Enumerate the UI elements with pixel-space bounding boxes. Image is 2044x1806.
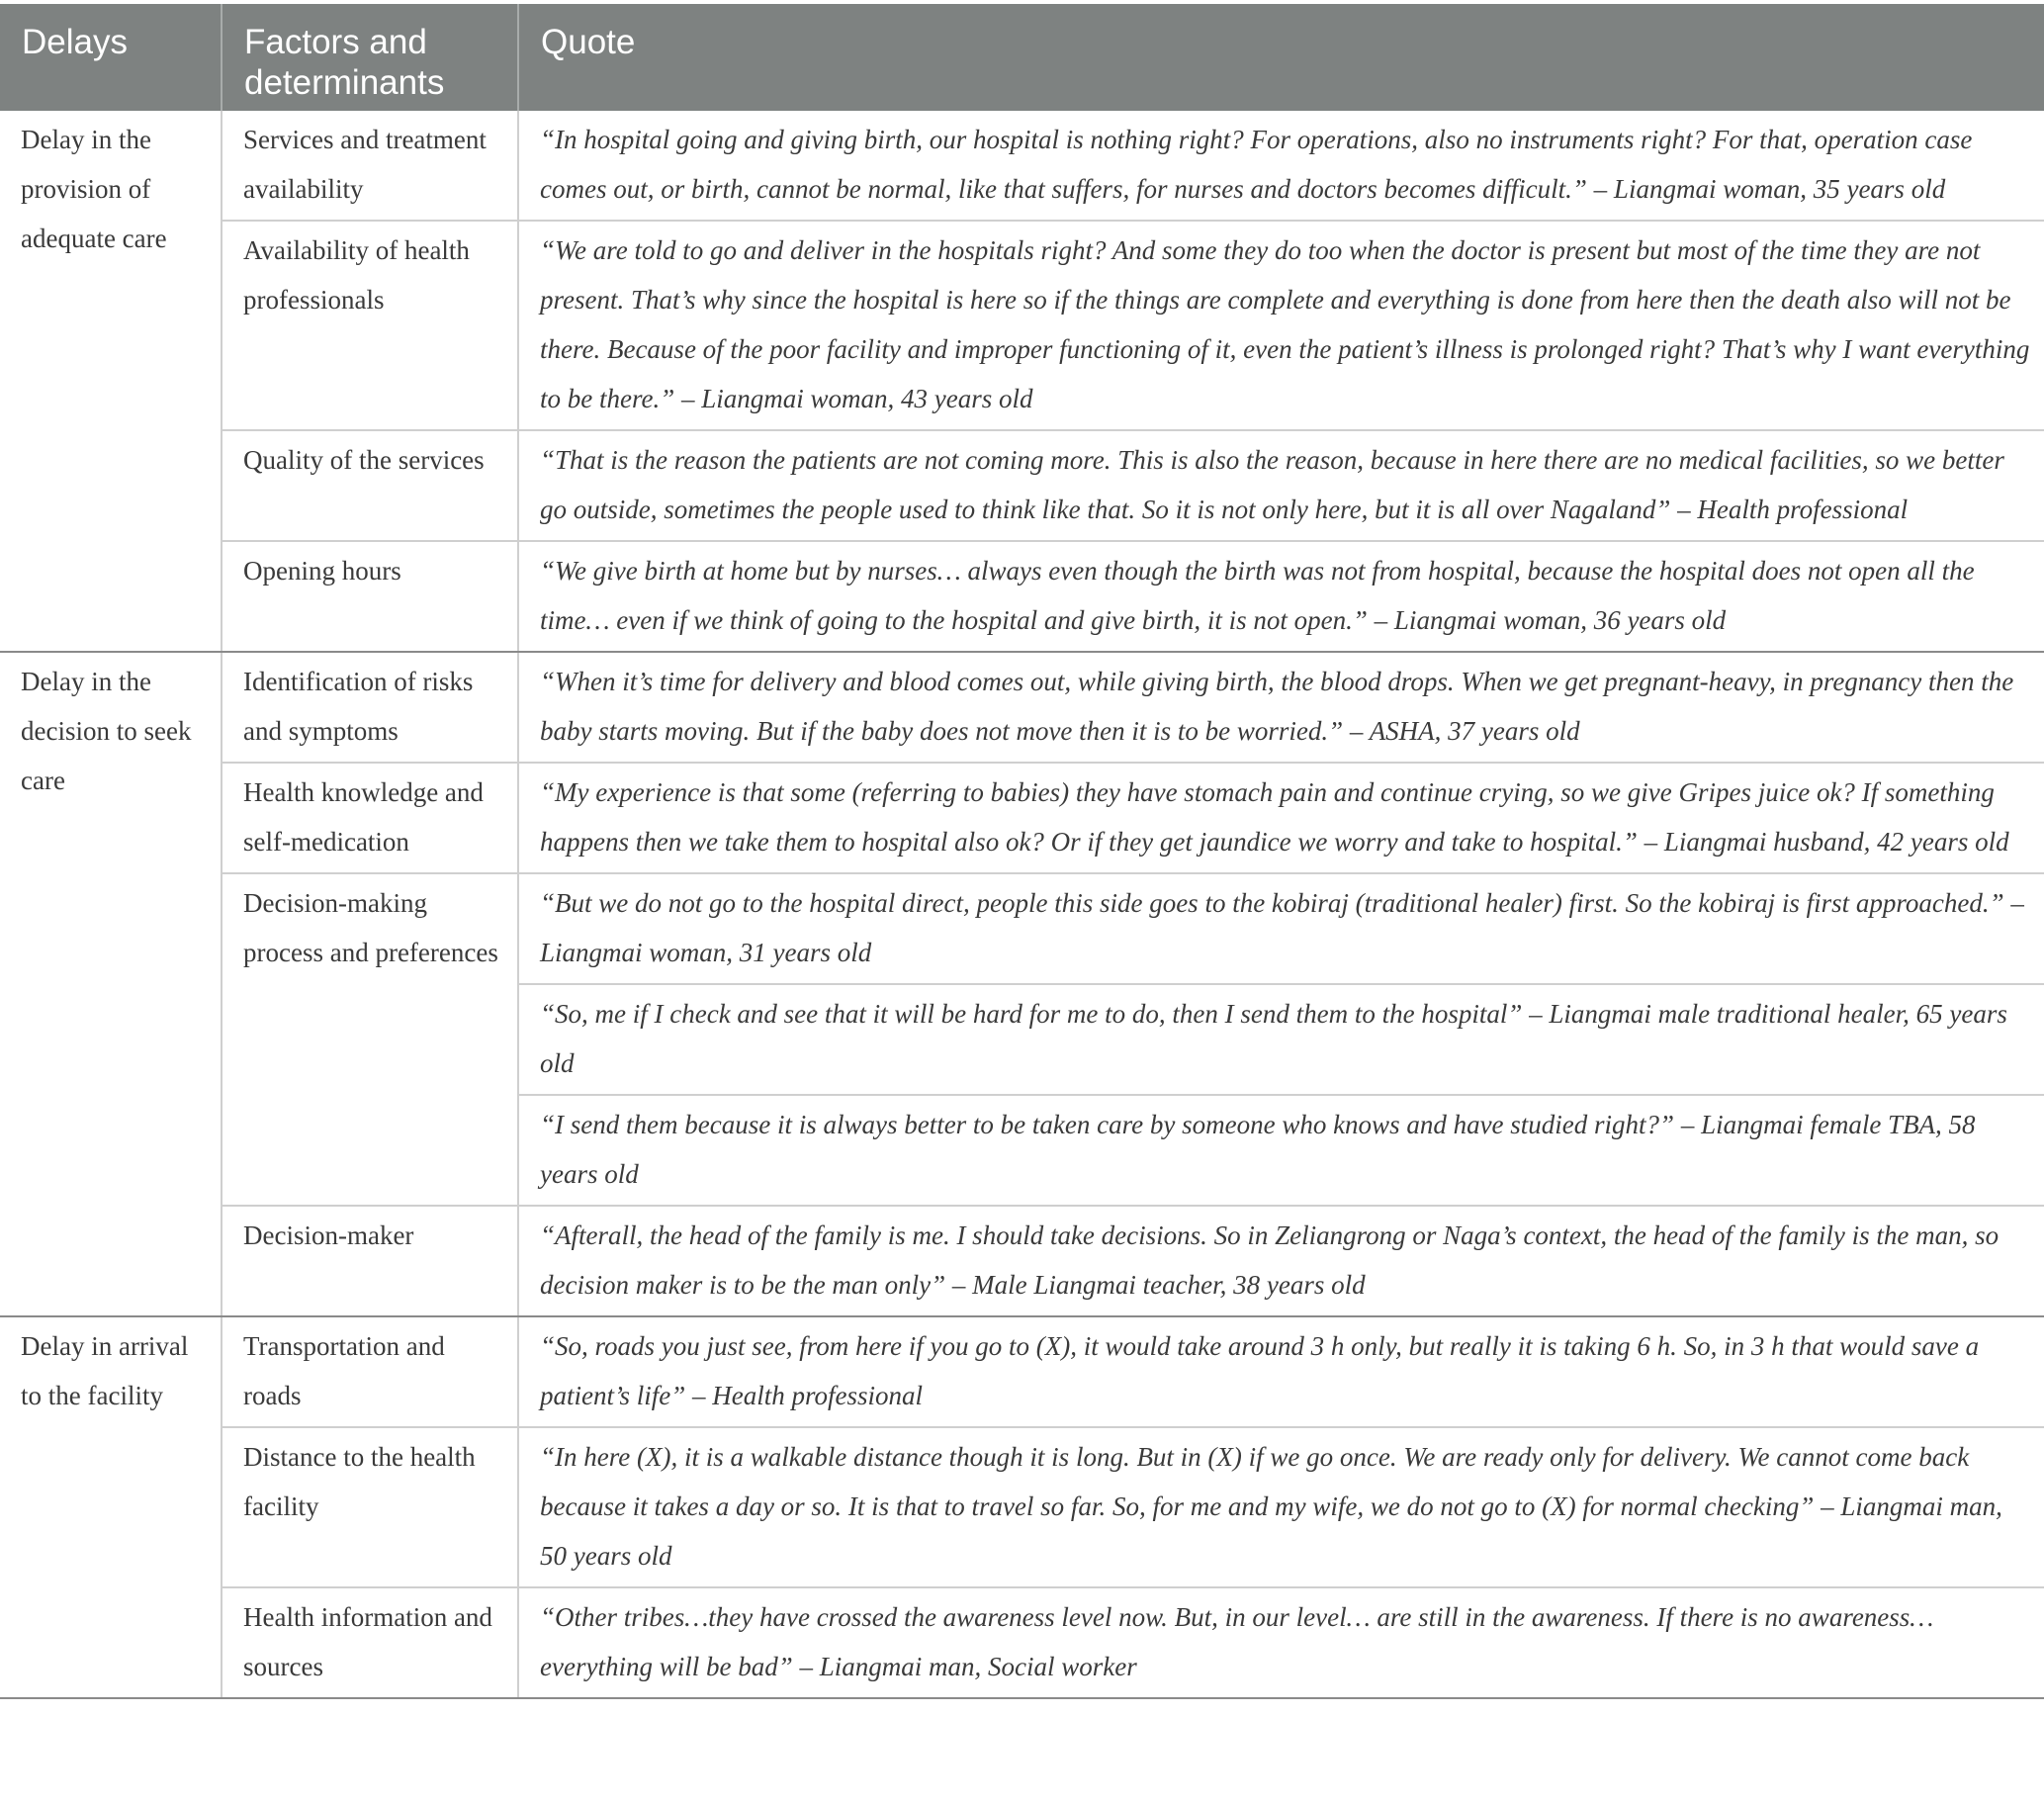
table-row — [0, 541, 2044, 652]
delay-cell: Delay in arrival to the facility — [0, 1316, 222, 1698]
factor-cell: Availability of health professionals — [222, 221, 518, 430]
quote-cell: “In hospital going and giving birth, our hospital is nothing right? For operations, also no instruments right? For that, operation case comes out, or birth, cannot be normal, like that suffers, for nurses and doctors becomes difficult.” – Liangmai woman, 35 years old — [518, 111, 2044, 221]
quote-cell: “We give birth at home but by nurses… always even though the birth was not from hospital, because the hospital does not open all the time… even if we think of going to the hospital and give birth, it is not open.” – Liangmai woman, 36 years old — [518, 541, 2044, 652]
factor-cell: Opening hours — [222, 541, 518, 652]
quote-cell: “So, me if I check and see that it will be hard for me to do, then I send them to the hospital” – Liangmai male traditional healer, 65 years old — [518, 984, 2044, 1095]
quote-cell: “In here (X), it is a walkable distance though it is long. But in (X) if we go once. We are ready only for delivery. We cannot come back because it takes a day or so. It is that to travel so far. So, for me and my wife, we do not go to (X) for normal checking” – Liangmai man, 50 years old — [518, 1427, 2044, 1587]
factor-cell: Quality of the services — [222, 430, 518, 541]
table-body — [0, 111, 2044, 1698]
factor-cell: Decision-making process and preferences — [222, 873, 518, 1206]
factor-cell: Identification of risks and symptoms — [222, 652, 518, 763]
table-row — [0, 652, 2044, 763]
factor-cell: Health knowledge and self-medication — [222, 763, 518, 873]
quote-cell: “Other tribes…they have crossed the awareness level now. But, in our level… are still in the awareness. If there is no awareness… everything will be bad” – Liangmai man, Social worker — [518, 1587, 2044, 1698]
quote-cell: “I send them because it is always better to be taken care by someone who knows and have studied right?” – Liangmai female TBA, 58 years old — [518, 1095, 2044, 1206]
quote-cell: “My experience is that some (referring to babies) they have stomach pain and continue crying, so we give Gripes juice ok? If something happens then we take them to hospital also ok? Or if they get jaundice we worry and take to hospital.” – Liangmai husband, 42 years old — [518, 763, 2044, 873]
quote-cell: “When it’s time for delivery and blood comes out, while giving birth, the blood drops. When we get pregnant-heavy, in pregnancy then the baby starts moving. But if the baby does not move then it is to be worried.” – ASHA, 37 years old — [518, 652, 2044, 763]
delay-cell: Delay in the decision to seek care — [0, 652, 222, 1316]
table-row — [0, 1316, 2044, 1427]
quote-cell: “So, roads you just see, from here if you go to (X), it would take around 3 h only, but really it is taking 6 h. So, in 3 h that would save a patient’s life” – Health professional — [518, 1316, 2044, 1427]
delay-cell: Delay in the provision of adequate care — [0, 111, 222, 652]
factor-cell: Decision-maker — [222, 1206, 518, 1316]
factor-cell: Distance to the health facility — [222, 1427, 518, 1587]
factor-cell: Transportation and roads — [222, 1316, 518, 1427]
delays-factors-quotes-table — [0, 4, 2044, 1699]
quote-cell: “We are told to go and deliver in the hospitals right? And some they do too when the doctor is present but most of the time they are not present. That’s why since the hospital is here so if the things are complete and everything is done from here then the death also will not be there. Because of the poor facility and improper functioning of it, even the patient’s illness is prolonged right? That’s why I want everything to be there.” – Liangmai woman, 43 years old — [518, 221, 2044, 430]
header-row — [0, 4, 2044, 111]
table-row — [0, 111, 2044, 221]
header-factors: Factors and determinants — [222, 4, 518, 111]
table-row — [0, 221, 2044, 430]
quote-cell: “But we do not go to the hospital direct, people this side goes to the kobiraj (traditional healer) first. So the kobiraj is first approached.” – Liangmai woman, 31 years old — [518, 873, 2044, 984]
table-row — [0, 763, 2044, 873]
table-row — [0, 430, 2044, 541]
factor-cell: Health information and sources — [222, 1587, 518, 1698]
table-row — [0, 1587, 2044, 1698]
table-row — [0, 1427, 2044, 1587]
table-header — [0, 4, 2044, 111]
table-row — [0, 1206, 2044, 1316]
factor-cell: Services and treatment availability — [222, 111, 518, 221]
header-quote: Quote — [518, 4, 2044, 111]
quote-cell: “Afterall, the head of the family is me. I should take decisions. So in Zeliangrong or Naga’s context, the head of the family is the man, so decision maker is to be the man only” – Male Liangmai teacher, 38 years old — [518, 1206, 2044, 1316]
header-delays: Delays — [0, 4, 222, 111]
table-row — [0, 873, 2044, 984]
quote-cell: “That is the reason the patients are not coming more. This is also the reason, because in here there are no medical facilities, so we better go outside, sometimes the people used to think like that. So it is not only here, but it is all over Nagaland” – Health professional — [518, 430, 2044, 541]
